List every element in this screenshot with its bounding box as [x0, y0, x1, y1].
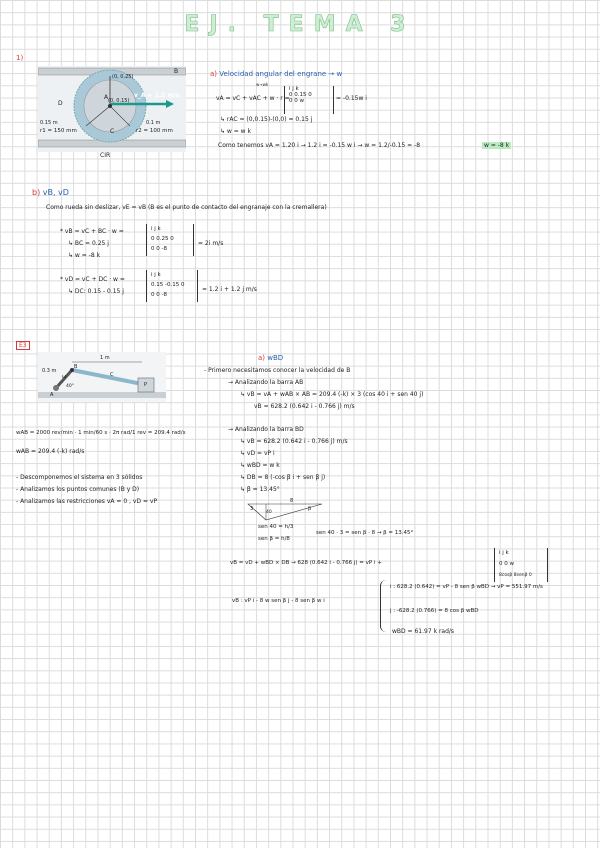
- vb-l2: ↳ w = -8 k: [68, 252, 101, 259]
- page-title: EJ. TEMA 3: [184, 12, 416, 37]
- matrix-vd: [146, 270, 198, 302]
- r1-label: r1 = 150 mm: [40, 128, 77, 134]
- label-b-top: B: [174, 68, 179, 75]
- cir-label: CIR: [100, 152, 111, 159]
- triangle-diagram: [246, 498, 324, 522]
- matrix-bd-row1: i j k: [499, 550, 509, 556]
- system-i: i : 628.2 (0.642) = vP - 8 sen β wBD → vP = 551.97 m/s: [390, 584, 543, 590]
- bullet-3: - Analizamos las restricciones vA = 0 , vD = vP: [16, 498, 158, 505]
- bullet-2: - Analizamos los puntos comunes (B y D): [16, 486, 140, 493]
- system-j: j : -628.2 (0.766) = 8 cos β wBD: [390, 608, 479, 614]
- big-eq: vB = vD + wBD × DB → 628 (0.642 i - 0.766 j) = vP i +: [230, 560, 382, 566]
- tri-angle-40: 40: [266, 510, 272, 515]
- ex3-part-a-heading-row: [258, 354, 283, 362]
- ex3-l1: - Primero necesitamos conocer la velocidad de B: [204, 367, 351, 374]
- matrix-vb-row2: 0 0.25 0: [151, 236, 174, 242]
- point-a-coord: (0, 0.15): [108, 98, 130, 104]
- ex3-part-a-heading: wBD: [267, 354, 284, 362]
- exercise-number: 1): [16, 54, 24, 62]
- matrix-vb: [146, 224, 194, 256]
- crank-figure: [38, 352, 166, 402]
- part-a-result: w = -8 k: [484, 142, 510, 149]
- part-a-result-wrap: [482, 142, 511, 149]
- sin-eq2: sen β = h/8: [258, 536, 290, 542]
- part-a-heading: Velocidad angular del engrane → w: [219, 70, 343, 78]
- label-a-crank: A: [50, 392, 54, 398]
- ex3-l4: vB = 628.2 (0.642 i - 0.766 j) m/s: [254, 403, 355, 410]
- matrix-a-result: = -0.15w i: [336, 95, 367, 102]
- system-brace: [380, 580, 387, 632]
- vd-eq: * vD = vC + DC · w =: [60, 276, 125, 283]
- matrix-vd-row3: 0 0 -8: [151, 292, 167, 298]
- point-b-coord: (0, 0.25): [112, 74, 134, 80]
- ex3-part-a-label: a): [258, 354, 266, 362]
- system-lhs: vB : vP i - 8 w sen β j - 8 sen β w i: [232, 598, 325, 604]
- wab-eq1: wAB = 2000 rev/min · 1 min/60 s · 2π rad/1 rev = 209.4 rad/s: [16, 430, 186, 436]
- wab-eq2: wAB = 209.4 (-k) rad/s: [16, 448, 85, 455]
- ex3-l3: ↳ vB = vA + wAB × AB = 209.4 (-k) × 3 (cos 40 i + sen 40 j): [240, 391, 424, 398]
- ex3-result: wBD = 61.97 k rad/s: [392, 628, 455, 635]
- velocity-label: v_A = 1.2 m/s: [134, 92, 180, 99]
- vb-eq: * vB = vC + BC · w =: [60, 228, 124, 235]
- part-a-l3: ↳ w = w k: [220, 128, 251, 135]
- r2-small: 0.1 m: [146, 120, 161, 126]
- ex3-l2: → Analizando la barra AB: [228, 379, 304, 386]
- r2-label: r2 = 100 mm: [136, 128, 173, 134]
- tri-beta: β: [308, 506, 312, 512]
- exercise3-number: E3: [16, 341, 30, 350]
- label-p: P: [144, 382, 148, 388]
- label-c: C: [110, 128, 115, 135]
- part-b-heading-row: [32, 188, 69, 198]
- matrix-vb-row1: i j k: [151, 226, 161, 232]
- part-a-l4: Como tenemos vA = 1.20 i → 1.2 i = -0.15 w i → w = 1.2/-0.15 = -8: [218, 142, 421, 149]
- matrix-a-row3: 0 0 w: [289, 98, 304, 104]
- length-03m: 0.3 m: [42, 368, 57, 374]
- part-a-l2: ↳ rAC = (0,0.15)-(0,0) = 0.15 j: [220, 116, 313, 123]
- label-omega: ω: [62, 374, 67, 380]
- label-d: D: [58, 100, 63, 107]
- gear-figure: [38, 66, 186, 152]
- ex3-l7: ↳ vD = vP i: [240, 450, 275, 457]
- tri-side-8: 8: [290, 498, 294, 504]
- bullet-1: - Descomponemos el sistema en 3 sólidos: [16, 474, 143, 481]
- matrix-a-row1: i j k: [289, 86, 299, 92]
- r1-small: 0.15 m: [40, 120, 58, 126]
- part-b-heading: vB, vD: [42, 188, 69, 197]
- part-a-eq1: vA = vC + vAC + w · r =: [216, 95, 290, 102]
- ex3-l10: ↳ β = 13.45°: [240, 486, 280, 493]
- sin-eq3: sen 40 · 3 = sen β · 8 → β = 13.45°: [316, 530, 414, 536]
- label-angle: 40°: [66, 384, 74, 389]
- ticks-note: w→wk: [256, 82, 269, 87]
- ex3-l6: ↳ vB = 628.2 (0.642 i - 0.766 j) m/s: [240, 438, 348, 445]
- matrix-a-row2: 0 0.15 0: [289, 92, 312, 98]
- matrix-a: [284, 86, 334, 114]
- matrix-vb-row3: 0 0 -8: [151, 246, 167, 252]
- part-b-intro: Como rueda sin deslizar, vE = vB (B es el punto de contacto del engranaje con la cremallera): [46, 204, 327, 211]
- length-1m: 1 m: [100, 355, 110, 361]
- vb-l1: ↳ BC = 0.25 j: [68, 240, 109, 247]
- matrix-bd: [494, 548, 548, 582]
- label-b-crank: B: [74, 364, 78, 370]
- sin-eq1: sen 40 = h/3: [258, 524, 294, 530]
- tri-side-3: 3: [250, 506, 254, 512]
- exercise3-number-wrap: [16, 342, 30, 349]
- matrix-vd-row1: i j k: [151, 272, 161, 278]
- ex3-l5: → Analizando la barra BD: [228, 426, 304, 433]
- ex3-l9: ↳ DB = 8 (-cos β i + sen β j): [240, 474, 326, 481]
- vd-l1: ↳ DC: 0.15 - 0.15 j: [68, 288, 124, 295]
- vb-result: = 2i m/s: [198, 240, 224, 247]
- part-a-label: a): [210, 70, 218, 78]
- ex3-l8: ↳ wBD = w k: [240, 462, 280, 469]
- vd-result: = 1.2 i + 1.2 j m/s: [202, 286, 257, 293]
- matrix-bd-row3: 8cosβ 8senβ 0: [499, 573, 532, 578]
- label-a: A: [104, 94, 109, 101]
- label-c-crank: C: [110, 372, 114, 378]
- triangle-sketch: [246, 498, 324, 522]
- part-b-label: b): [32, 188, 41, 197]
- matrix-bd-row2: 0 0 w: [499, 561, 514, 567]
- matrix-vd-row2: 0.15 -0.15 0: [151, 282, 185, 288]
- part-a-heading-row: [210, 70, 342, 78]
